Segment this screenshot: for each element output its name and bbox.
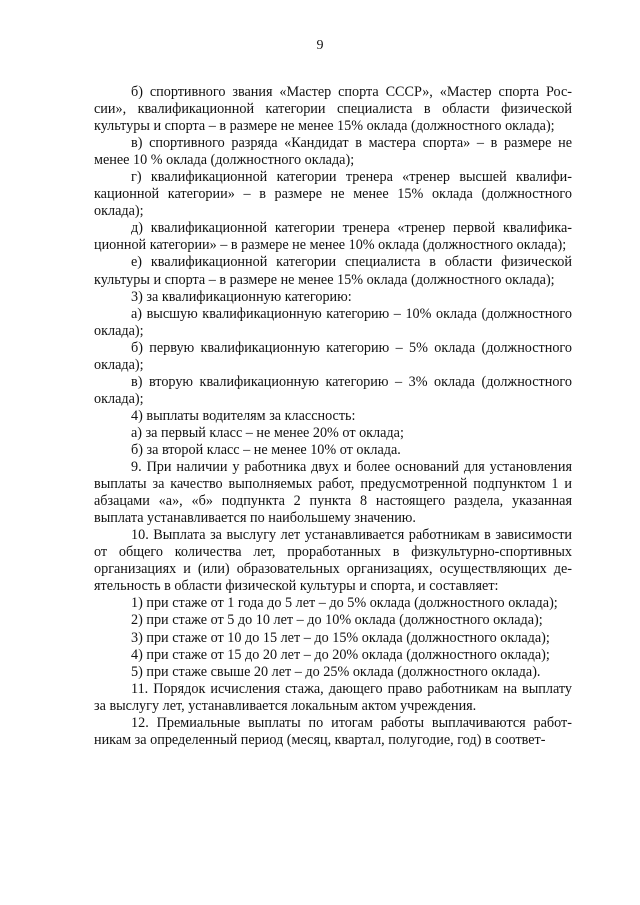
document-body [94,84,572,749]
paragraph-1e-specialist: е) квалификационной категории специалиста в области физической культуры и спорта – в размере не менее 15% оклада (должностного оклада); [94,254,572,288]
paragraph-3-qualification: 3) за квалификационную категорию: [131,288,352,305]
paragraph-10-5: 5) при стаже свыше 20 лет – до 25% оклада (должностного оклада). [131,663,541,680]
paragraph-10-1: 1) при стаже от 1 года до 5 лет – до 5% оклада (должностного оклада); [131,595,558,612]
paragraph-3a-highest: а) высшую квалификационную категорию – 10% оклада (должностного оклада); [94,305,572,339]
paragraph-1v-sport-rank: в) спортивного разряда «Кандидат в мастера спорта» – в размере не менее 10 % оклада (должностного оклада); [94,135,572,169]
paragraph-1d-coach-first: д) квалификационной категории тренера «тренер первой квалификационной категории» – в размере не менее 10% оклада (должностного оклада); [94,220,572,254]
paragraph-3b-first: б) первую квалификационную категорию – 5% оклада (должностного оклада); [94,339,572,373]
paragraph-10-3: 3) при стаже от 10 до 15 лет – до 15% оклада (должностного оклада); [131,629,550,646]
paragraph-section-12: 12. Премиальные выплаты по итогам работы выплачиваются работникам за определенный период (месяц, квартал, полугодие, год) в соответ- [94,714,572,748]
paragraph-4-drivers: 4) выплаты водителям за классность: [131,407,356,424]
page-number: 9 [316,38,324,53]
paragraph-10-4: 4) при стаже от 15 до 20 лет – до 20% оклада (должностного оклада); [131,646,550,663]
paragraph-4b-second-class: б) за второй класс – не менее 10% от оклада. [131,441,401,458]
paragraph-section-9: 9. При наличии у работника двух и более оснований для установления выплаты за качество выполняемых работ, предусмотренной подпунктом 1 и абзацами «а», «б» подпункта 2 пункта 8 настоящего раздела, указанная выплата устанавливается по наибольшему значению. [94,459,572,527]
paragraph-10-2: 2) при стаже от 5 до 10 лет – до 10% оклада (должностного оклада); [131,612,543,629]
paragraph-section-11: 11. Порядок исчисления стажа, дающего право работникам на выплату за выслугу лет, устанавливается локальным актом учреждения. [94,680,572,714]
paragraph-1g-coach-highest: г) квалификационной категории тренера «тренер высшей квалификационной категории» – в размере не менее 15% оклада (должностного оклада); [94,169,572,220]
paragraph-3v-second: в) вторую квалификационную категорию – 3% оклада (должностного оклада); [94,373,572,407]
paragraph-section-10: 10. Выплата за выслугу лет устанавливается работникам в зависимости от общего количества лет, проработанных в физкультурно-спортивных организациях и (или) образовательных организациях, осуществляющих деятельность в области физической культуры и спорта, и составляет: [94,527,572,595]
paragraph-4a-first-class: а) за первый класс – не менее 20% от оклада; [131,424,404,441]
paragraph-1b-sport-title: б) спортивного звания «Мастер спорта СССР», «Мастер спорта России», квалификационной категории специалиста в области физической культуры и спорта – в размере не менее 15% оклада (должностного оклада); [94,84,572,135]
